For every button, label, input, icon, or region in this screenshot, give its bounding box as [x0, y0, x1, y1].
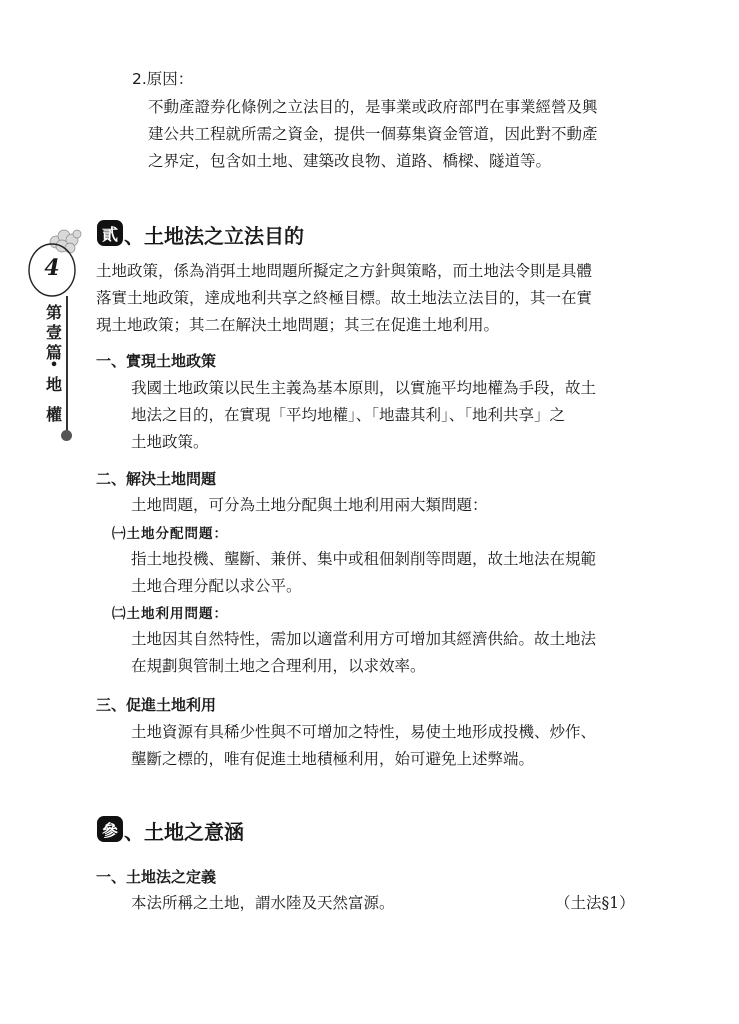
cause-line: 不動產證券化條例之立法目的，是事業或政府部門在事業經營及興: [148, 98, 598, 116]
item-heading: ㈡土地利用問題：: [112, 606, 228, 622]
paragraph-line: 土地合理分配以求公平。: [131, 577, 302, 595]
page-number: 4: [44, 255, 60, 281]
item-heading: ㈠土地分配問題：: [112, 526, 228, 542]
paragraph-line: 土地政策。: [131, 433, 209, 451]
paragraph-line: 土地因其自然特性，需加以適當利用方可增加其經濟供給。故土地法: [131, 630, 597, 648]
paragraph-line: 壟斷之標的，唯有促進土地積極利用，始可避免上述弊端。: [131, 750, 535, 768]
side-char: •: [49, 358, 59, 373]
side-char: 篇: [45, 343, 62, 362]
paragraph-line: 地法之目的，在實現「平均地權」、「地盡其利」、「地利共享」之: [131, 406, 566, 424]
side-tab-dot: [61, 430, 72, 441]
paragraph-line: 土地問題，可分為土地分配與土地利用兩大類問題：: [131, 496, 488, 514]
side-char: 壹: [45, 323, 62, 342]
paragraph-line: 現土地政策；其二在解決土地問題；其三在促進土地利用。: [96, 316, 500, 334]
section-heading: 、土地之意涵: [124, 820, 244, 844]
side-tab-line: [66, 296, 68, 434]
paragraph-line: 我國土地政策以民生主義為基本原則，以實施平均地權為手段，故土: [131, 379, 597, 397]
section-badge: 參: [97, 816, 123, 842]
section-heading: 、土地法之立法目的: [124, 224, 304, 248]
side-char: 權: [45, 405, 62, 424]
section-badge: 貳: [97, 220, 123, 246]
cause-line: 之界定，包含如土地、建築改良物、道路、橋樑、隧道等。: [148, 152, 552, 170]
subsection-heading: 三、促進土地利用: [96, 696, 217, 714]
subsection-heading: 一、土地法之定義: [96, 868, 217, 886]
paragraph-line: 指土地投機、壟斷、兼併、集中或租佃剝削等問題，故土地法在規範: [131, 550, 597, 568]
paragraph-line: 土地資源有具稀少性與不可增加之特性，易使土地形成投機、炒作、: [131, 723, 597, 741]
paragraph-line: 土地政策，係為消弭土地問題所擬定之方針與策略，而土地法令則是具體: [96, 262, 593, 280]
side-char: 地: [45, 375, 62, 394]
paragraph-line: 本法所稱之土地，謂水陸及天然富源。: [131, 894, 395, 912]
subsection-heading: 二、解決土地問題: [96, 470, 217, 488]
paragraph-line: 在規劃與管制土地之合理利用，以求效率。: [131, 657, 426, 675]
subsection-heading: 一、實現土地政策: [96, 352, 217, 370]
cause-line: 建公共工程就所需之資金，提供一個募集資金管道，因此對不動產: [148, 125, 598, 143]
cause-label: 2.原因：: [132, 70, 194, 88]
paragraph-line: 落實土地政策，達成地利共享之終極目標。故土地法立法目的，其一在實: [96, 289, 593, 307]
side-char: 第: [45, 303, 62, 322]
citation: （土法§1）: [555, 894, 635, 912]
